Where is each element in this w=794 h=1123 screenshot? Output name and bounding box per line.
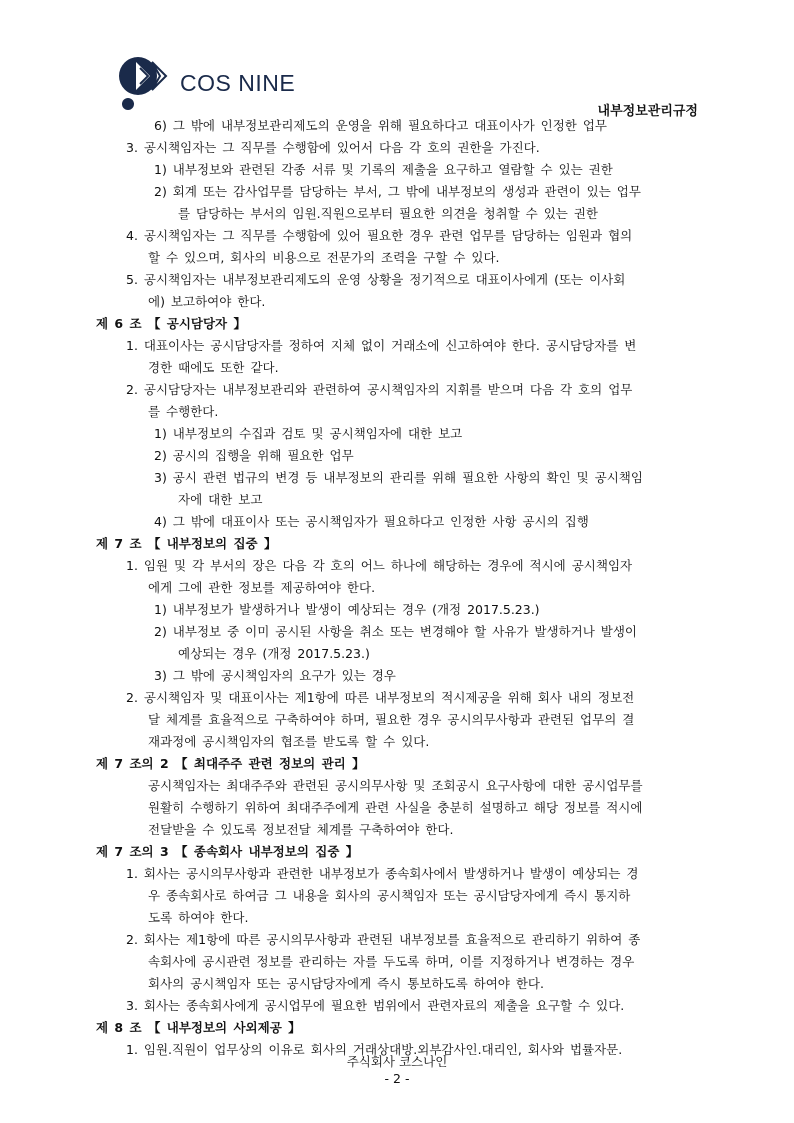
- text-line: 2) 내부정보 중 이미 공시된 사항을 취소 또는 변경해야 할 사유가 발생하거나 발생이: [154, 624, 637, 639]
- company-logo-text: COS NINE: [180, 70, 296, 96]
- text-line: 공시책임자는 최대주주와 관련된 공시의무사항 및 조회공시 요구사항에 대한 공시업무를: [148, 778, 643, 793]
- text-line: 할 수 있으며, 회사의 비용으로 전문가의 조력을 구할 수 있다.: [148, 250, 500, 265]
- text-line: 6) 그 밖에 내부정보관리제도의 운영을 위해 필요하다고 대표이사가 인정한 업무: [154, 118, 607, 133]
- text-line: 1) 내부정보와 관련된 각종 서류 및 기록의 제출을 요구하고 열람할 수 있는 권한: [154, 162, 613, 177]
- text-line: 2. 공시책임자 및 대표이사는 제1항에 따른 내부정보의 적시제공을 위해 회사 내의 정보전: [126, 690, 635, 705]
- page-number: - 2 -: [384, 1071, 410, 1086]
- text-line: 에) 보고하여야 한다.: [148, 294, 266, 309]
- text-line: 속회사에 공시관련 정보를 관리하는 자를 두도록 하며, 이를 지정하거나 변경하는 경우: [148, 954, 635, 969]
- text-line: 에게 그에 관한 정보를 제공하여야 한다.: [148, 580, 376, 595]
- text-line: 2) 회계 또는 감사업무를 담당하는 부서, 그 밖에 내부정보의 생성과 관련이 있는 업무: [154, 184, 641, 199]
- article-heading: 제 7 조의 2 【 최대주주 관련 정보의 관리 】: [96, 756, 365, 771]
- document-title: 내부정보관리규정: [597, 104, 698, 119]
- text-line: 재과정에 공시책임자의 협조를 받도록 할 수 있다.: [148, 734, 430, 749]
- text-line: 3) 공시 관련 법규의 변경 등 내부정보의 관리를 위해 필요한 사항의 확인 및 공시책임: [154, 470, 643, 485]
- article-heading: 제 7 조 【 내부정보의 집중 】: [96, 536, 277, 551]
- text-line: 2. 공시담당자는 내부정보관리와 관련하여 공시책임자의 지휘를 받으며 다음 각 호의 업무: [126, 382, 633, 397]
- text-line: 원활히 수행하기 위하여 최대주주에게 관련 사실을 충분히 설명하고 해당 정보를 적시에: [148, 800, 643, 815]
- text-line: 1) 내부정보가 발생하거나 발생이 예상되는 경우 (개정 2017.5.23.): [154, 602, 540, 617]
- text-line: 자에 대한 보고: [178, 492, 263, 507]
- text-line: 4. 공시책임자는 그 직무를 수행함에 있어 필요한 경우 관련 업무를 담당하는 임원과 협의: [126, 228, 633, 243]
- text-line: 4) 그 밖에 대표이사 또는 공시책임자가 필요하다고 인정한 사항 공시의 집행: [154, 514, 589, 529]
- text-line: 1. 임원.직원이 업무상의 이유로 회사의 거래상대방.외부감사인.대리인, 회사와 법률자문.: [126, 1042, 623, 1057]
- text-line: 3. 공시책임자는 그 직무를 수행함에 있어서 다음 각 호의 권한을 가진다.: [126, 140, 540, 155]
- footer-company: 주식회사 코스나인: [346, 1054, 448, 1069]
- text-line: 3) 그 밖에 공시책임자의 요구가 있는 경우: [154, 668, 396, 683]
- text-line: 1. 임원 및 각 부서의 장은 다음 각 호의 어느 하나에 해당하는 경우에 적시에 공시책임자: [126, 558, 633, 573]
- text-line: 도록 하여야 한다.: [148, 910, 249, 925]
- text-line: 5. 공시책임자는 내부정보관리제도의 운영 상황을 정기적으로 대표이사에게 (또는 이사회: [126, 272, 626, 287]
- text-line: 를 수행한다.: [148, 404, 219, 419]
- article-heading: 제 6 조 【 공시담당자 】: [96, 316, 246, 331]
- article-heading: 제 7 조의 3 【 종속회사 내부정보의 집중 】: [96, 844, 359, 859]
- document-body: [96, 115, 700, 1061]
- text-line: 2) 공시의 집행을 위해 필요한 업무: [154, 448, 354, 463]
- text-line: 경한 때에도 또한 같다.: [148, 360, 279, 375]
- text-line: 1. 회사는 공시의무사항과 관련한 내부정보가 종속회사에서 발생하거나 발생이 예상되는 경: [126, 866, 639, 881]
- text-line: 전달받을 수 있도록 정보전달 체계를 구축하여야 한다.: [148, 822, 454, 837]
- text-line: 우 종속회사로 하여금 그 내용을 회사의 공시책임자 또는 공시담당자에게 즉시 통지하: [148, 888, 631, 903]
- text-line: 회사의 공시책임자 또는 공시담당자에게 즉시 통보하도록 하여야 한다.: [148, 976, 544, 991]
- text-line: 예상되는 경우 (개정 2017.5.23.): [178, 646, 370, 661]
- text-line: 를 담당하는 부서의 임원.직원으로부터 필요한 의견을 청취할 수 있는 권한: [178, 206, 598, 221]
- article-heading: 제 8 조 【 내부정보의 사외제공 】: [96, 1020, 301, 1035]
- text-line: 달 체계를 효율적으로 구축하여야 하며, 필요한 경우 공시의무사항과 관련된 업무의 결: [148, 712, 635, 727]
- text-line: 2. 회사는 제1항에 따른 공시의무사항과 관련된 내부정보를 효율적으로 관리하기 위하여 종: [126, 932, 641, 947]
- text-line: 1) 내부정보의 수집과 검토 및 공시책임자에 대한 보고: [154, 426, 463, 441]
- text-line: 3. 회사는 종속회사에게 공시업무에 필요한 범위에서 관련자료의 제출을 요구할 수 있다.: [126, 998, 625, 1013]
- text-line: 1. 대표이사는 공시담당자를 정하여 지체 없이 거래소에 신고하여야 한다. 공시담당자를 변: [126, 338, 637, 353]
